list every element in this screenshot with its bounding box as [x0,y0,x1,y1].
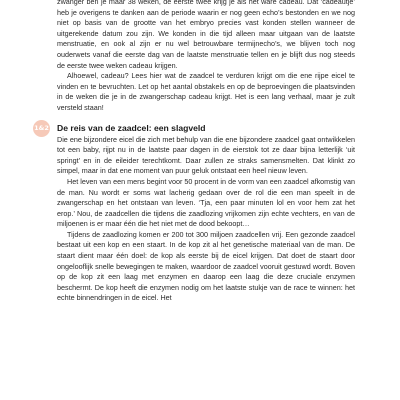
section-paragraph-3: Tijdens de zaadlozing komen er 200 tot 300 miljoen zaadcellen vrij. Een gezonde zaadcel bestaat uit een kop en een staart. In de kop zit al het genetische materiaal van de man. De staart dient maar één doel: de kop als eerste bij de eicel krijgen. Dat doet de staart door ongelooflijk snelle bewegingen te maken, waardoor de zaadcel vooruit gestuwd wordt. Boven op de kop zit een laag met enzymen en daarop een laag die deze cruciale enzymen beschermt. De kop heeft die enzymen nodig om het laatste stukje van de race te winnen: het echte binnendringen in de eicel. Het [57,229,355,303]
section-heading [34,121,355,135]
section-paragraph-2: Het leven van een mens begint voor 50 procent in de vorm van een zaadcel afkomstig van de man. Nu wordt er soms wat lacherig gedaan over de rol die een man speelt in de zwangerschap en het ontstaan van leven. ‘Tja, een paar minuten lol en voor hem zat het erop.’ Nou, de zaadcellen die tijdens die zaadlozing vrijkomen zijn echte vechters, en van de miljoenen is er maar één die het niet met de dood bekoopt… [57,176,355,229]
intro-paragraph-2: Alhoewel, cadeau? Lees hier wat de zaadcel te verduren krijgt om die ene rijpe eicel te vinden en te bevruchten. Let op het aantal obstakels en op de beproevingen die plaatsvinden in de weken die je in de zwangerschap cadeau krijgt. Het is een lang verhaal, maar je zult versteld staan! [57,71,355,112]
section-title: De reis van de zaadcel: een slagveld [57,122,206,133]
intro-paragraph-1: zwanger ben je maar 38 weken, de eerste twee krijg je als het ware cadeau. Dat ‘cadeautje’ heb je overigens te danken aan de periode waarin er nog geen echo’s bestonden en we nog niet op basis van de grootte van het embryo precies vast konden stellen wanneer de uitgerekende datum zou zijn. We konden in die tijd alleen maar uitgaan van de laatste menstruatie, en ook al zijn er nu wel betrouwbare termijnecho’s, we blijven toch nog ouderwets vanaf die eerste dag van de laatste menstruatie tellen en je blijft dus nog steeds de eerste twee weken cadeau krijgen. [57,0,355,70]
page-text-column [34,0,355,304]
section-paragraph-1: Die ene bijzondere eicel die zich met behulp van die ene bijzondere zaadcel gaat ontwikkelen tot een baby, rijpt nu in de laatste paar dagen in de eierstok tot ze daar bijna letterlijk ‘uit springt’ en in de eileider terechtkomt. Daar zullen ze straks samensmelten. Dat klinkt zo simpel, maar in dat ene moment van puur geluk ontstaat een heel nieuw leven. [57,134,355,176]
week-badge: 1&2 [33,120,50,137]
